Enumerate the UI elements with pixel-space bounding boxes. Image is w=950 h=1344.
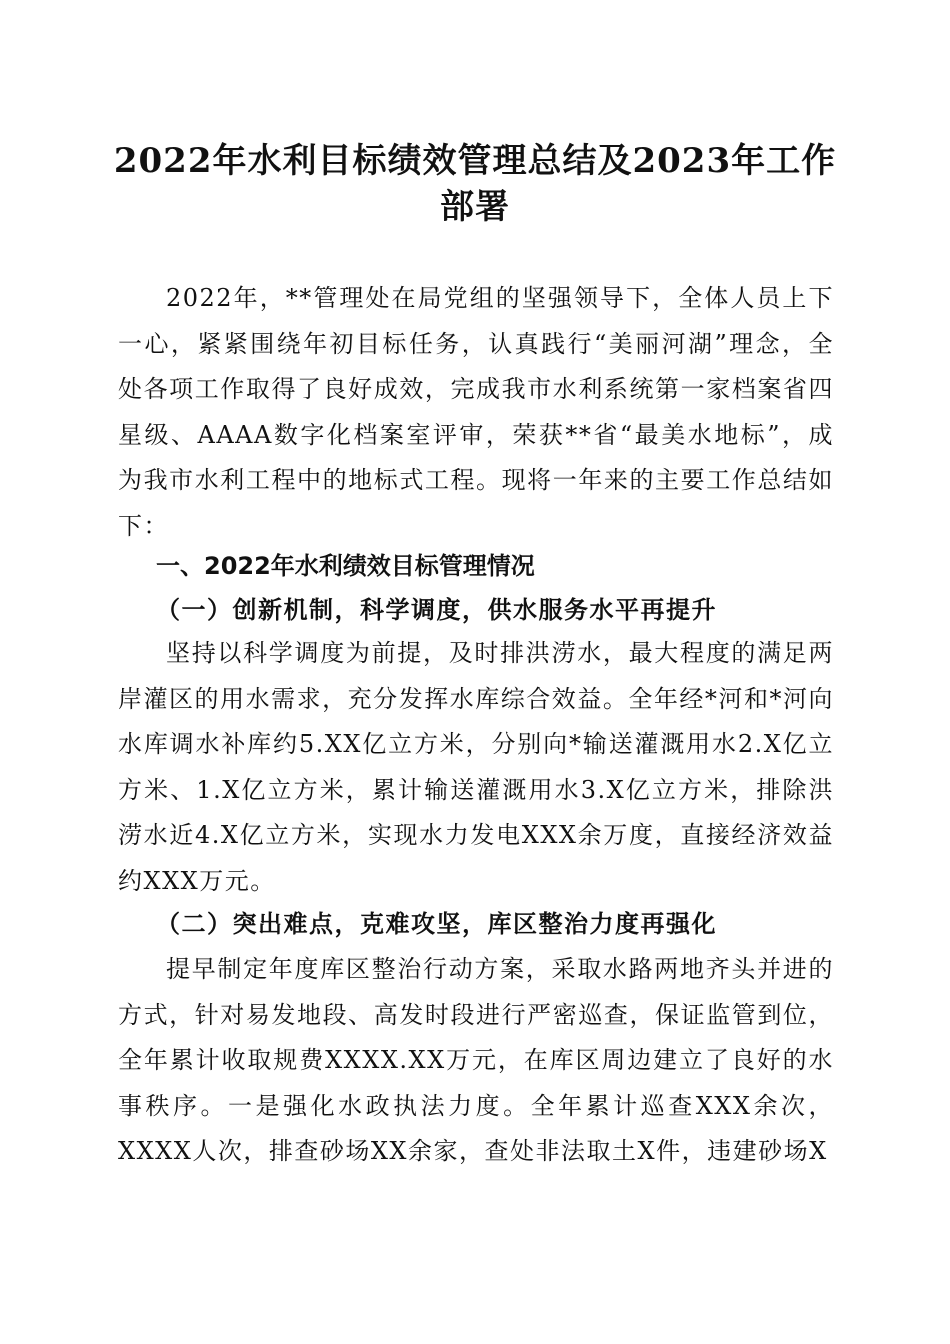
section-1-heading: 一、2022年水利绩效目标管理情况 — [156, 552, 535, 580]
title-line-1: 2022年水利目标绩效管理总结及2023年工作 — [113, 141, 837, 181]
subsection-2-heading: （二）突出难点，克难攻坚，库区整治力度再强化 — [156, 909, 717, 938]
subsection-1-heading: （一）创新机制，科学调度，供水服务水平再提升 — [156, 595, 717, 624]
title-line-2: 部署 — [440, 187, 510, 227]
intro-paragraph: 2022年，**管理处在局党组的坚强领导下，全体人员上下一心，紧紧围绕年初目标任务，认真践行“美丽河湖”理念，全处各项工作取得了良好成效，完成我市水利系统第一家档案省四星级、AAAA数字化档案室评审，荣获**省“最美水地标”，成为我市水利工程中的地标式工程。现将一年来的主要工作总结如下： — [118, 284, 834, 540]
subsection-1-paragraph: 坚持以科学调度为前提，及时排洪涝水，最大程度的满足两岸灌区的用水需求，充分发挥水库综合效益。全年经*河和*河向水库调水补库约5.XX亿立方米，分别向*输送灌溉用水2.X亿立方米、1.X亿立方米，累计输送灌溉用水3.X亿立方米，排除洪涝水近4.X亿立方米，实现水力发电XXX余万度，直接经济效益约XXX万元。 — [118, 639, 834, 895]
document-title — [110, 138, 840, 230]
subsection-2-paragraph: 提早制定年度库区整治行动方案，采取水路两地齐头并进的方式，针对易发地段、高发时段进行严密巡查，保证监管到位，全年累计收取规费XXXX.XX万元，在库区周边建立了良好的水事秩序。一是强化水政执法力度。全年累计巡查XXX余次，XXXX人次，排查砂场XX余家，查处非法取土X件，违建砂场X — [118, 955, 834, 1165]
